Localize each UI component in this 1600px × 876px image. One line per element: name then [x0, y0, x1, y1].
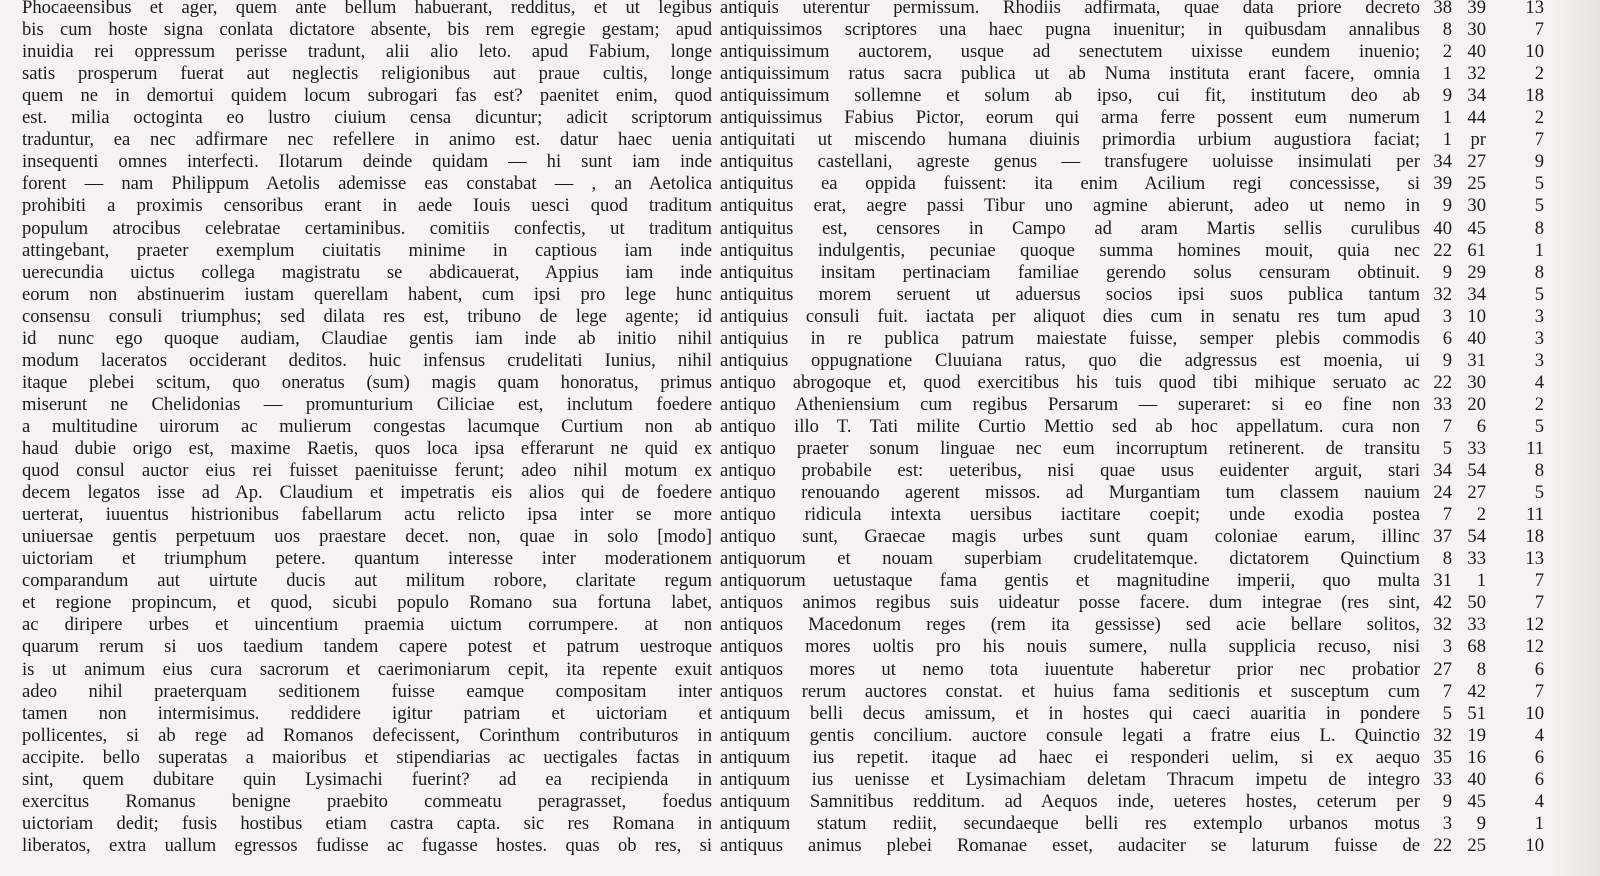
chapter-number: 1 — [1476, 570, 1486, 592]
left-context: adeo nihil praeterquam seditionem fuisse eamque compositam inter — [22, 680, 712, 702]
concordance-row — [0, 504, 1600, 526]
left-context: forent — nam Philippum Aetolis ademisse eas constabat — , an Aetolica — [22, 173, 712, 195]
chapter-number: 19 — [1467, 724, 1486, 746]
keyword-context: antiquissimum auctorem, usque ad senectutem uixisse eundem inuenio; — [720, 41, 1420, 63]
keyword-context: antiquum ius uenisse et Lysimachiam deletam Thracum impetu de integro — [720, 768, 1420, 790]
book-number: 34 — [1433, 151, 1452, 173]
section-number: 1 — [1534, 239, 1544, 261]
concordance-row — [0, 350, 1600, 372]
concordance-row — [0, 659, 1600, 681]
section-number: 4 — [1534, 371, 1544, 393]
concordance-row — [0, 813, 1600, 835]
book-number: 22 — [1433, 371, 1452, 393]
chapter-number: 27 — [1467, 151, 1486, 173]
section-number: 10 — [1525, 834, 1544, 856]
section-number: 2 — [1534, 393, 1544, 415]
section-number: 5 — [1534, 415, 1544, 437]
book-number: 40 — [1433, 217, 1452, 239]
book-number: 34 — [1433, 460, 1452, 482]
left-context: exercitus Romanus benigne praebito commeatu peragrasset, foedus — [22, 790, 712, 812]
concordance-row — [0, 416, 1600, 438]
section-number: 2 — [1534, 107, 1544, 129]
chapter-number: 40 — [1467, 768, 1486, 790]
section-number: 18 — [1525, 526, 1544, 548]
concordance-row — [0, 218, 1600, 240]
keyword-context: antiquissimus Fabius Pictor, eorum qui arma ferre possent eum numerum — [720, 107, 1420, 129]
section-number: 5 — [1534, 173, 1544, 195]
section-number: 6 — [1534, 658, 1544, 680]
book-number: 3 — [1442, 305, 1452, 327]
keyword-context: antiquo renouando agerent missos. ad Murgantiam tum classem nauium — [720, 482, 1420, 504]
chapter-number: 27 — [1467, 482, 1486, 504]
concordance-row — [0, 284, 1600, 306]
concordance-row — [0, 19, 1600, 41]
book-number: 6 — [1442, 327, 1452, 349]
concordance-row — [0, 107, 1600, 129]
section-number: 7 — [1534, 570, 1544, 592]
chapter-number: 50 — [1467, 592, 1486, 614]
chapter-number: 9 — [1476, 812, 1486, 834]
section-number: 5 — [1534, 283, 1544, 305]
keyword-context: antiquo Atheniensium cum regibus Persarum — superaret: si eo fine non — [720, 393, 1420, 415]
keyword-context: antiquum Samnitibus redditum. ad Aequos inde, ueteres hostes, ceterum per — [720, 790, 1420, 812]
left-context: quarum rerum si uos taedium tandem capere potest et patrum uestroque — [22, 636, 712, 658]
section-number: 3 — [1534, 349, 1544, 371]
section-number: 3 — [1534, 327, 1544, 349]
section-number: 12 — [1525, 614, 1544, 636]
section-number: 13 — [1525, 0, 1544, 18]
keyword-context: antiquos mores uoltis pro his nouis sumere, nulla supplicia recuso, nisi — [720, 636, 1420, 658]
keyword-context: antiquius oppugnatione Cluuiana ratus, quo die adgressus est moenia, ui — [720, 349, 1420, 371]
chapter-number: 34 — [1467, 283, 1486, 305]
keyword-context: antiquos animos regibus suis uideatur posse facere. dum integrae (res sint, — [720, 592, 1420, 614]
chapter-number: 34 — [1467, 85, 1486, 107]
keyword-context: antiquitus insitam pertinaciam familiae gerendo solus censuram obtinuit. — [720, 261, 1420, 283]
concordance-row — [0, 747, 1600, 769]
book-number: 32 — [1433, 724, 1452, 746]
chapter-number: 2 — [1476, 504, 1486, 526]
left-context: id nunc ego quoque audiam, Claudiae gentis iam inde ab initio nihil — [22, 327, 712, 349]
section-number: 7 — [1534, 19, 1544, 41]
chapter-number: 54 — [1467, 460, 1486, 482]
keyword-context: antiquum gentis concilium. auctore consule legati a fratre eius L. Quinctio — [720, 724, 1420, 746]
book-number: 8 — [1442, 19, 1452, 41]
section-number: 7 — [1534, 129, 1544, 151]
chapter-number: 6 — [1476, 415, 1486, 437]
chapter-number: 40 — [1467, 327, 1486, 349]
section-number: 4 — [1534, 724, 1544, 746]
chapter-number: 29 — [1467, 261, 1486, 283]
concordance-row — [0, 482, 1600, 504]
chapter-number: 33 — [1467, 438, 1486, 459]
concordance-row — [0, 195, 1600, 217]
left-context: uniuersae gentis perpetuum uos praestare decet. non, quae in solo [modo] — [22, 526, 712, 548]
left-context: insequenti omnes interfecti. Ilotarum deinde quidam — hi sunt iam inde — [22, 151, 712, 173]
section-number: 8 — [1534, 460, 1544, 482]
keyword-context: antiquos mores ut nemo tota iuuentute haberetur prior nec probatior — [720, 658, 1420, 680]
page-edge-shadow — [1552, 0, 1600, 876]
left-context: attingebant, praeter exemplum ciuitatis minime in captious iam inde — [22, 239, 712, 261]
keyword-context: antiquitus erat, aegre passi Tibur uno agmine abierunt, adeo ut nemo in — [720, 195, 1420, 217]
left-context: prohibiti a proximis censoribus erant in aede Iouis uesci quod traditum — [22, 195, 712, 217]
section-number: 4 — [1534, 790, 1544, 812]
left-context: populum atrocibus celebratae certaminibus. comitiis confectis, ut traditum — [22, 217, 712, 239]
chapter-number: 33 — [1467, 614, 1486, 636]
chapter-number: 8 — [1476, 658, 1486, 680]
concordance-row — [0, 306, 1600, 328]
book-number: 7 — [1442, 680, 1452, 702]
left-context: Phocaeensibus et ager, quem ante bellum habuerant, redditus, et ut legibus — [22, 0, 712, 18]
left-context: haud dubie origo est, maxime Raetis, quos loca ipsa efferarunt ne quid ex — [22, 438, 712, 459]
concordance-row — [0, 791, 1600, 813]
concordance-row — [0, 63, 1600, 85]
chapter-number: 20 — [1467, 393, 1486, 415]
book-number: 42 — [1433, 592, 1452, 614]
keyword-context: antiquo illo T. Tati milite Curtio Mettio sed ab hoc appellatum. cura non — [720, 415, 1420, 437]
section-number: 7 — [1534, 680, 1544, 702]
left-context: et regione propincum, et quod, sicubi populo Romano sua fortuna labet, — [22, 592, 712, 614]
book-number: 27 — [1433, 658, 1452, 680]
left-context: tamen non intermisimus. reddidere igitur patriam et uictoriam et — [22, 702, 712, 724]
chapter-number: 25 — [1467, 173, 1486, 195]
left-context: a multitudine uirorum ac mulierum congestas lacumque Curtium non ab — [22, 415, 712, 437]
chapter-number: 31 — [1467, 349, 1486, 371]
book-number: 1 — [1442, 107, 1452, 129]
book-number: 8 — [1442, 548, 1452, 570]
book-number: 22 — [1433, 834, 1452, 856]
left-context: accipite. bello superatas a maioribus et stipendiarias ac uectigales factas in — [22, 746, 712, 768]
section-number: 11 — [1526, 504, 1544, 526]
keyword-context: antiquus animus plebei Romanae esset, audaciter se laturum fuisse de — [720, 834, 1420, 856]
section-number: 9 — [1534, 151, 1544, 173]
chapter-number: 30 — [1467, 371, 1486, 393]
chapter-number: 16 — [1467, 746, 1486, 768]
chapter-number: 30 — [1467, 19, 1486, 41]
left-context: uerecundia uictus collega magistratu se abdicauerat, Appius iam inde — [22, 261, 712, 283]
section-number: 8 — [1534, 217, 1544, 239]
left-context: bis cum hoste signa conlata dictatore absente, bis rem egregie gestam; apud — [22, 19, 712, 41]
book-number: 37 — [1433, 526, 1452, 548]
concordance-row — [0, 173, 1600, 195]
book-number: 3 — [1442, 636, 1452, 658]
concordance-row — [0, 725, 1600, 747]
keyword-context: antiquissimos scriptores una haec pugna inuenitur; in quibusdam annalibus — [720, 19, 1420, 41]
concordance-row — [0, 526, 1600, 548]
concordance-row — [0, 614, 1600, 636]
left-context: traduntur, ea nec adfirmare nec refellere in animo est. datur haec uenia — [22, 129, 712, 151]
left-context: uerterat, iuuentus histrionibus fabellarum actu relicto ipsa inter se more — [22, 504, 712, 526]
concordance-row — [0, 328, 1600, 350]
concordance-row — [0, 85, 1600, 107]
keyword-context: antiquo probabile est: ueteribus, nisi quae usus euidenter arguit, stari — [720, 460, 1420, 482]
keyword-context: antiquitati ut miscendo humana diuinis primordia urbium augustiora faciat; — [720, 129, 1420, 151]
left-context: sint, quem dubitare quin Lysimachi fuerint? ad ea recipienda in — [22, 768, 712, 790]
book-number: 33 — [1433, 768, 1452, 790]
concordance-row — [0, 394, 1600, 416]
section-number: 1 — [1534, 812, 1544, 834]
concordance-row — [0, 548, 1600, 570]
section-number: 6 — [1534, 768, 1544, 790]
chapter-number: 39 — [1467, 0, 1486, 18]
book-number: 9 — [1442, 349, 1452, 371]
concordance-row — [0, 769, 1600, 791]
keyword-context: antiquo praeter sonum linguae nec eum incorruptum retinerent. de transitu — [720, 438, 1420, 459]
chapter-number: 44 — [1467, 107, 1486, 129]
book-number: 9 — [1442, 85, 1452, 107]
chapter-number: 32 — [1467, 63, 1486, 85]
keyword-context: antiquum ius repetit. itaque ad haec ei responderi uelim, si ex aequo — [720, 746, 1420, 768]
book-number: 24 — [1433, 482, 1452, 504]
chapter-number: 40 — [1467, 41, 1486, 63]
left-context: eorum non abstinuerim iustam querellam habent, cum ipsi pro lege hunc — [22, 283, 712, 305]
book-number: 9 — [1442, 261, 1452, 283]
book-number: 31 — [1433, 570, 1452, 592]
book-number: 1 — [1442, 129, 1452, 151]
keyword-context: antiquitus indulgentis, pecuniae quoque summa homines mouit, quia nec — [720, 239, 1420, 261]
keyword-context: antiquo abrogoque et, quod exercitibus his tuis quod tibi mihique seruato ac — [720, 371, 1420, 393]
concordance-row — [0, 592, 1600, 614]
left-context: uictoriam dedit; fusis hostibus etiam castra capta. sic res Romana in — [22, 812, 712, 834]
concordance-row — [0, 262, 1600, 284]
section-number: 13 — [1525, 548, 1544, 570]
left-context: inuidia rei oppressum perisse tradunt, alii alio leto. apud Fabium, longe — [22, 41, 712, 63]
left-context: itaque plebei scitum, quo oneratus (sum) magis quam honoratus, primus — [22, 371, 712, 393]
left-context: satis prosperum fuerat aut neglectis religionibus aut praue cultis, longe — [22, 63, 712, 85]
keyword-context: antiquo ridicula intexta uersibus iactitare coepit; unde exodia postea — [720, 504, 1420, 526]
left-context: comparandum aut uirtute ducis aut militum robore, claritate regum — [22, 570, 712, 592]
keyword-context: antiquis uterentur permissum. Rhodiis adfirmata, quae data priore decreto — [720, 0, 1420, 18]
chapter-number: 68 — [1467, 636, 1486, 658]
book-number: 35 — [1433, 746, 1452, 768]
chapter-number: 45 — [1467, 217, 1486, 239]
left-context: consensu consuli triumphus; sed dilata res est, tribuno de lege agente; id — [22, 305, 712, 327]
concordance-row — [0, 835, 1600, 857]
chapter-number: 10 — [1467, 305, 1486, 327]
book-number: 32 — [1433, 283, 1452, 305]
keyword-context: antiquo sunt, Graecae magis urbes sunt quam coloniae earum, illinc — [720, 526, 1420, 548]
book-number: 5 — [1442, 438, 1452, 459]
keyword-context: antiquius in re publica patrum maiestate fuisse, semper plebis commodis — [720, 327, 1420, 349]
left-context: uictoriam et triumphum petere. quantum interesse inter moderationem — [22, 548, 712, 570]
book-number: 5 — [1442, 702, 1452, 724]
concordance-row — [0, 41, 1600, 63]
keyword-context: antiquorum uetustaque fama gentis et magnitudine imperii, quo multa — [720, 570, 1420, 592]
concordance-row — [0, 129, 1600, 151]
book-number: 32 — [1433, 614, 1452, 636]
chapter-number: 30 — [1467, 195, 1486, 217]
section-number: 5 — [1534, 482, 1544, 504]
keyword-context: antiquorum et nouam superbiam crudelitatemque. dictatorem Quinctium — [720, 548, 1420, 570]
chapter-number: 54 — [1467, 526, 1486, 548]
book-number: 7 — [1442, 504, 1452, 526]
concordance-row — [0, 636, 1600, 658]
keyword-context: antiquitus morem seruent ut aduersus socios ipsi suos publica tantum — [720, 283, 1420, 305]
chapter-number: 51 — [1467, 702, 1486, 724]
keyword-context: antiquitus est, censores in Campo ad aram Martis sellis curulibus — [720, 217, 1420, 239]
section-number: 18 — [1525, 85, 1544, 107]
left-context: miserunt ne Chelidonias — promunturium Ciliciae est, inclutum foedere — [22, 393, 712, 415]
keyword-context: antiquitus ea oppida fuissent: ita enim Acilium regi concessisse, si — [720, 173, 1420, 195]
section-number: 12 — [1525, 636, 1544, 658]
book-number: 38 — [1433, 0, 1452, 18]
section-number: 7 — [1534, 592, 1544, 614]
section-number: 3 — [1534, 305, 1544, 327]
left-context: liberatos, extra uallum egressos fudisse ac fugasse hostes. quas ob res, si — [22, 834, 712, 856]
concordance-row — [0, 681, 1600, 703]
keyword-context: antiquos Macedonum reges (rem ita gessisse) sed acie bellare solitos, — [720, 614, 1420, 636]
left-context: quem ne in demortui quidem locum subrogari fas est? paenitet enim, quod — [22, 85, 712, 107]
keyword-context: antiquitus castellani, agreste genus — transfugere uoluisse insimulati per — [720, 151, 1420, 173]
book-number: 33 — [1433, 393, 1452, 415]
left-context: decem legatos isse ad Ap. Claudium et impetratis eis alios qui de foedere — [22, 482, 712, 504]
concordance-row — [0, 703, 1600, 725]
book-number: 22 — [1433, 239, 1452, 261]
section-number: 10 — [1525, 41, 1544, 63]
keyword-context: antiquissimum ratus sacra publica ut ab Numa instituta erant facere, omnia — [720, 63, 1420, 85]
chapter-number: pr — [1470, 129, 1486, 151]
concordance-row — [0, 438, 1600, 460]
section-number: 8 — [1534, 261, 1544, 283]
left-context: is ut animum eius cura sacrorum et caerimoniarum cepit, ita repente exuit — [22, 658, 712, 680]
chapter-number: 61 — [1467, 239, 1486, 261]
left-context: ac diripere urbes et uincentium praemia uictum corrumpere. at non — [22, 614, 712, 636]
keyword-context: antiquius consuli fuit. iactata per aliquot dies cum in senatu res tum apud — [720, 305, 1420, 327]
chapter-number: 33 — [1467, 548, 1486, 570]
section-number: 11 — [1526, 438, 1544, 459]
section-number: 2 — [1534, 63, 1544, 85]
book-number: 1 — [1442, 63, 1452, 85]
left-context: est. milia octoginta eo lustro ciuium censa dicuntur; adicit scriptorum — [22, 107, 712, 129]
concordance-row — [0, 151, 1600, 173]
left-context: quod consul auctor eius rei fuisset paenituisse ferunt; adeo nihil motum ex — [22, 460, 712, 482]
book-number: 9 — [1442, 790, 1452, 812]
book-number: 9 — [1442, 195, 1452, 217]
chapter-number: 25 — [1467, 834, 1486, 856]
keyword-context: antiquum statum rediit, secundaeque belli res extemplo urbanos motus — [720, 812, 1420, 834]
concordance-row — [0, 460, 1600, 482]
keyword-context: antiquum belli decus amissum, et in hostes qui caeci auaritia in pondere — [720, 702, 1420, 724]
book-number: 7 — [1442, 415, 1452, 437]
concordance-row — [0, 372, 1600, 394]
chapter-number: 45 — [1467, 790, 1486, 812]
left-context: modum laceratos occiderant deditos. huic infensus crudelitati Iunius, nihil — [22, 349, 712, 371]
concordance-row — [0, 0, 1600, 19]
book-number: 39 — [1433, 173, 1452, 195]
chapter-number: 42 — [1467, 680, 1486, 702]
book-number: 2 — [1442, 41, 1452, 63]
keyword-context: antiquos rerum auctores constat. et huius fama seditionis et susceptum cum — [720, 680, 1420, 702]
book-number: 3 — [1442, 812, 1452, 834]
keyword-context: antiquissimum sollemne et solum ab ipso, cui fit, institutum deo ab — [720, 85, 1420, 107]
concordance-row — [0, 570, 1600, 592]
section-number: 10 — [1525, 702, 1544, 724]
section-number: 5 — [1534, 195, 1544, 217]
section-number: 6 — [1534, 746, 1544, 768]
left-context: pollicentes, si ab rege ad Romanos defecissent, Corinthum contributuros in — [22, 724, 712, 746]
concordance-row — [0, 240, 1600, 262]
